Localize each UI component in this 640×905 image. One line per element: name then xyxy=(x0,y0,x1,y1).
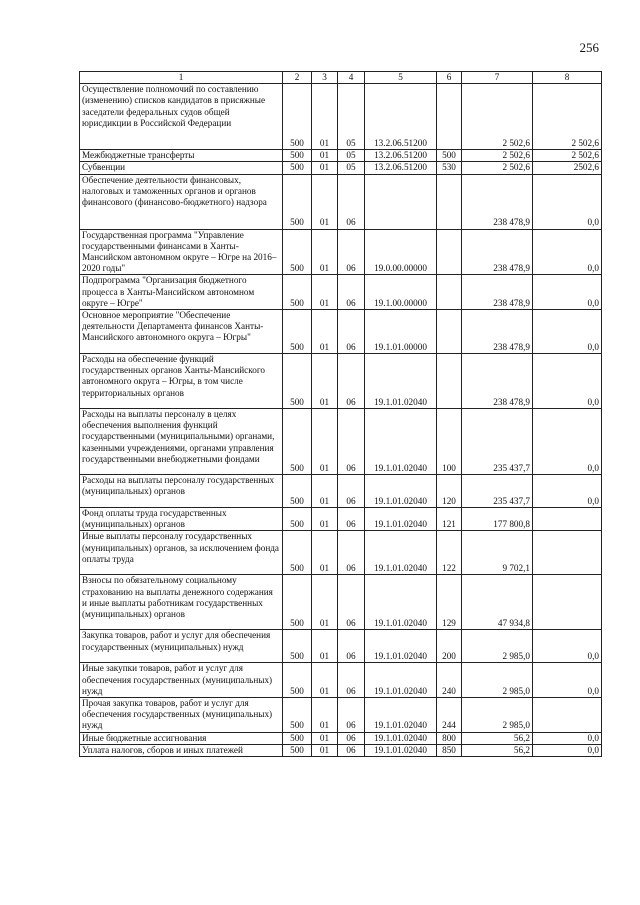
target-article-code: 19.1.01.02040 xyxy=(365,630,437,663)
subsection-code: 06 xyxy=(338,732,365,744)
target-article-code: 19.1.01.00000 xyxy=(365,310,437,354)
section-code: 01 xyxy=(312,630,338,663)
amount-col8: 0,0 xyxy=(533,475,602,508)
table-row xyxy=(80,162,602,174)
table-row xyxy=(80,84,602,150)
expense-type-code: 244 xyxy=(437,698,462,733)
amount-col8: 0,0 xyxy=(533,310,602,354)
row-name: Обеспечение деятельности финансовых, налоговых и таможенных органов и органов финансового (финансово-бюджетного) надзора xyxy=(80,174,283,229)
admin-code: 500 xyxy=(283,150,312,162)
row-name: Взносы по обязательному социальному страхованию на выплаты денежного содержания и иные выплаты работникам государственных (муниципальных) органов xyxy=(80,575,283,630)
section-code: 01 xyxy=(312,162,338,174)
amount-col8: 0,0 xyxy=(533,229,602,275)
subsection-code: 06 xyxy=(338,310,365,354)
admin-code: 500 xyxy=(283,744,312,756)
section-code: 01 xyxy=(312,310,338,354)
subsection-code: 06 xyxy=(338,744,365,756)
expense-type-code: 240 xyxy=(437,663,462,698)
expense-type-code xyxy=(437,229,462,275)
admin-code: 500 xyxy=(283,275,312,310)
table-row xyxy=(80,630,602,663)
amount-col8: 0,0 xyxy=(533,663,602,698)
row-name: Расходы на выплаты персоналу государственных (муниципальных) органов xyxy=(80,475,283,508)
section-code: 01 xyxy=(312,229,338,275)
row-name: Иные выплаты персоналу государственных (муниципальных) органов, за исключением фонда оплаты труда xyxy=(80,531,283,575)
admin-code: 500 xyxy=(283,531,312,575)
table-row xyxy=(80,698,602,733)
subsection-code: 05 xyxy=(338,84,365,150)
section-code: 01 xyxy=(312,575,338,630)
column-header-5: 5 xyxy=(365,72,437,84)
column-header-1: 1 xyxy=(80,72,283,84)
budget-table xyxy=(79,71,602,757)
subsection-code: 06 xyxy=(338,354,365,409)
amount-col7: 238 478,9 xyxy=(462,275,533,310)
amount-col8 xyxy=(533,508,602,531)
subsection-code: 06 xyxy=(338,475,365,508)
expense-type-code xyxy=(437,310,462,354)
section-code: 01 xyxy=(312,354,338,409)
amount-col8: 0,0 xyxy=(533,744,602,756)
row-name: Подпрограмма "Организация бюджетного процесса в Ханты-Мансийском автономном округе – Югре" xyxy=(80,275,283,310)
section-code: 01 xyxy=(312,475,338,508)
admin-code: 500 xyxy=(283,475,312,508)
section-code: 01 xyxy=(312,531,338,575)
row-name: Межбюджетные трансферты xyxy=(80,150,283,162)
table-row xyxy=(80,275,602,310)
target-article-code: 19.1.01.02040 xyxy=(365,508,437,531)
row-name: Расходы на выплаты персоналу в целях обеспечения выполнения функций государственными (муниципальными) органами, казенными учреждениями, органами управления государственными внебюджетными фондами xyxy=(80,409,283,475)
amount-col7: 56,2 xyxy=(462,744,533,756)
admin-code: 500 xyxy=(283,354,312,409)
subsection-code: 06 xyxy=(338,229,365,275)
target-article-code xyxy=(365,174,437,229)
section-code: 01 xyxy=(312,275,338,310)
amount-col7: 2 502,6 xyxy=(462,150,533,162)
target-article-code: 19.1.01.02040 xyxy=(365,732,437,744)
section-code: 01 xyxy=(312,744,338,756)
row-name: Субвенции xyxy=(80,162,283,174)
admin-code: 500 xyxy=(283,698,312,733)
table-row xyxy=(80,531,602,575)
expense-type-code: 530 xyxy=(437,162,462,174)
table-row xyxy=(80,475,602,508)
subsection-code: 06 xyxy=(338,174,365,229)
table-row xyxy=(80,575,602,630)
amount-col7: 235 437,7 xyxy=(462,409,533,475)
expense-type-code: 121 xyxy=(437,508,462,531)
expense-type-code: 800 xyxy=(437,732,462,744)
admin-code: 500 xyxy=(283,508,312,531)
amount-col8: 0,0 xyxy=(533,732,602,744)
admin-code: 500 xyxy=(283,229,312,275)
table-row xyxy=(80,409,602,475)
subsection-code: 06 xyxy=(338,698,365,733)
subsection-code: 06 xyxy=(338,575,365,630)
table-row xyxy=(80,150,602,162)
table-row xyxy=(80,744,602,756)
table-row xyxy=(80,354,602,409)
target-article-code: 19.1.01.02040 xyxy=(365,475,437,508)
amount-col8: 2 502,6 xyxy=(533,84,602,150)
expense-type-code: 100 xyxy=(437,409,462,475)
amount-col7: 238 478,9 xyxy=(462,174,533,229)
amount-col7: 2 985,0 xyxy=(462,630,533,663)
amount-col8: 0,0 xyxy=(533,174,602,229)
section-code: 01 xyxy=(312,174,338,229)
target-article-code: 19.0.00.00000 xyxy=(365,229,437,275)
column-header-6: 6 xyxy=(437,72,462,84)
table-header-row xyxy=(80,72,602,84)
expense-type-code: 129 xyxy=(437,575,462,630)
expense-type-code: 500 xyxy=(437,150,462,162)
admin-code: 500 xyxy=(283,174,312,229)
admin-code: 500 xyxy=(283,732,312,744)
section-code: 01 xyxy=(312,409,338,475)
target-article-code: 13.2.06.51200 xyxy=(365,84,437,150)
table-row xyxy=(80,229,602,275)
amount-col7: 2 985,0 xyxy=(462,663,533,698)
target-article-code: 19.1.01.02040 xyxy=(365,663,437,698)
section-code: 01 xyxy=(312,663,338,698)
amount-col8 xyxy=(533,575,602,630)
admin-code: 500 xyxy=(283,663,312,698)
amount-col8 xyxy=(533,698,602,733)
row-name: Основное мероприятие "Обеспечение деятельности Департамента финансов Ханты-Мансийского автономного округа – Югры" xyxy=(80,310,283,354)
amount-col8 xyxy=(533,531,602,575)
admin-code: 500 xyxy=(283,409,312,475)
table-row xyxy=(80,663,602,698)
subsection-code: 06 xyxy=(338,663,365,698)
target-article-code: 13.2.06.51200 xyxy=(365,150,437,162)
table-row xyxy=(80,732,602,744)
row-name: Фонд оплаты труда государственных (муниципальных) органов xyxy=(80,508,283,531)
admin-code: 500 xyxy=(283,310,312,354)
amount-col7: 235 437,7 xyxy=(462,475,533,508)
row-name: Иные бюджетные ассигнования xyxy=(80,732,283,744)
subsection-code: 05 xyxy=(338,162,365,174)
section-code: 01 xyxy=(312,732,338,744)
column-header-8: 8 xyxy=(533,72,602,84)
row-name: Уплата налогов, сборов и иных платежей xyxy=(80,744,283,756)
amount-col8: 2 502,6 xyxy=(533,150,602,162)
target-article-code: 13.2.06.51200 xyxy=(365,162,437,174)
row-name: Осуществление полномочий по составлению (изменению) списков кандидатов в присяжные заседатели федеральных судов общей юрисдикции в Российской Федерации xyxy=(80,84,283,150)
expense-type-code xyxy=(437,275,462,310)
section-code: 01 xyxy=(312,508,338,531)
expense-type-code xyxy=(437,84,462,150)
column-header-3: 3 xyxy=(312,72,338,84)
target-article-code: 19.1.01.02040 xyxy=(365,531,437,575)
target-article-code: 19.1.01.02040 xyxy=(365,698,437,733)
section-code: 01 xyxy=(312,150,338,162)
column-header-2: 2 xyxy=(283,72,312,84)
amount-col8: 0,0 xyxy=(533,630,602,663)
expense-type-code: 200 xyxy=(437,630,462,663)
target-article-code: 19.1.01.02040 xyxy=(365,409,437,475)
amount-col7: 2 985,0 xyxy=(462,698,533,733)
amount-col8: 0,0 xyxy=(533,275,602,310)
admin-code: 500 xyxy=(283,84,312,150)
amount-col7: 2 502,6 xyxy=(462,84,533,150)
section-code: 01 xyxy=(312,84,338,150)
column-header-7: 7 xyxy=(462,72,533,84)
amount-col7: 238 478,9 xyxy=(462,310,533,354)
amount-col7: 9 702,1 xyxy=(462,531,533,575)
row-name: Закупка товаров, работ и услуг для обеспечения государственных (муниципальных) нужд xyxy=(80,630,283,663)
table-row xyxy=(80,310,602,354)
amount-col7: 2 502,6 xyxy=(462,162,533,174)
expense-type-code xyxy=(437,174,462,229)
amount-col8: 0,0 xyxy=(533,354,602,409)
expense-type-code: 122 xyxy=(437,531,462,575)
target-article-code: 19.1.01.02040 xyxy=(365,354,437,409)
amount-col8: 2502,6 xyxy=(533,162,602,174)
table-row xyxy=(80,174,602,229)
expense-type-code: 120 xyxy=(437,475,462,508)
target-article-code: 19.1.01.02040 xyxy=(365,575,437,630)
row-name: Государственная программа "Управление государственными финансами в Ханты-Мансийском автономном округе – Югре на 2016–2020 годы" xyxy=(80,229,283,275)
amount-col7: 56,2 xyxy=(462,732,533,744)
section-code: 01 xyxy=(312,698,338,733)
subsection-code: 05 xyxy=(338,150,365,162)
amount-col7: 47 934,8 xyxy=(462,575,533,630)
subsection-code: 06 xyxy=(338,275,365,310)
admin-code: 500 xyxy=(283,575,312,630)
subsection-code: 06 xyxy=(338,409,365,475)
expense-type-code: 850 xyxy=(437,744,462,756)
subsection-code: 06 xyxy=(338,630,365,663)
subsection-code: 06 xyxy=(338,508,365,531)
admin-code: 500 xyxy=(283,630,312,663)
table-row xyxy=(80,508,602,531)
page-number: 256 xyxy=(579,40,599,55)
row-name: Прочая закупка товаров, работ и услуг для обеспечения государственных (муниципальных) нужд xyxy=(80,698,283,733)
target-article-code: 19.1.00.00000 xyxy=(365,275,437,310)
amount-col7: 238 478,9 xyxy=(462,229,533,275)
amount-col7: 177 800,8 xyxy=(462,508,533,531)
column-header-4: 4 xyxy=(338,72,365,84)
admin-code: 500 xyxy=(283,162,312,174)
row-name: Расходы на обеспечение функций государственных органов Ханты-Мансийского автономного округа – Югры, в том числе территориальных органов xyxy=(80,354,283,409)
row-name: Иные закупки товаров, работ и услуг для обеспечения государственных (муниципальных) нужд xyxy=(80,663,283,698)
target-article-code: 19.1.01.02040 xyxy=(365,744,437,756)
amount-col8: 0,0 xyxy=(533,409,602,475)
subsection-code: 06 xyxy=(338,531,365,575)
expense-type-code xyxy=(437,354,462,409)
amount-col7: 238 478,9 xyxy=(462,354,533,409)
